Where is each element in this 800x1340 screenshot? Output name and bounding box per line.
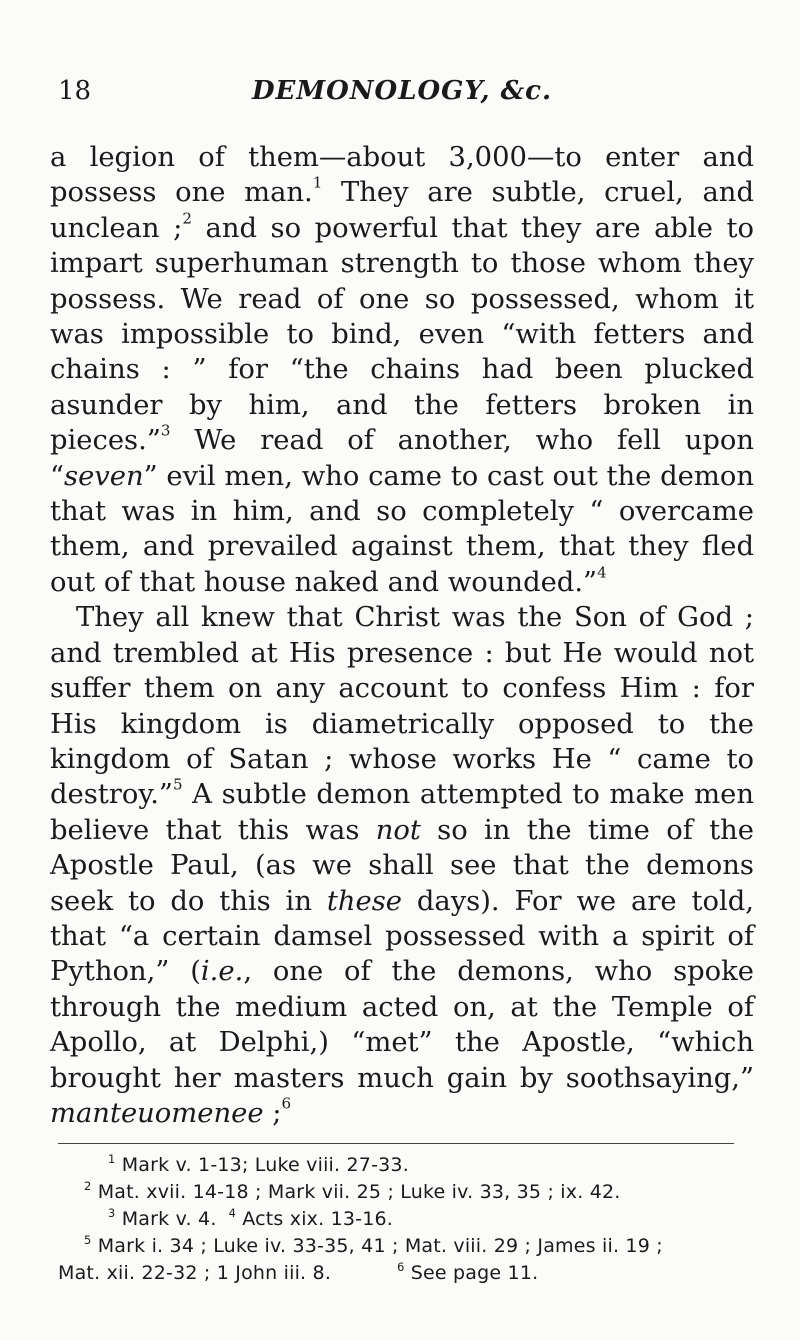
footnote-line-1 <box>50 1152 754 1179</box>
footnote-ref-6: 6 <box>281 1094 292 1113</box>
footnote-6: See page 11. <box>404 1262 539 1285</box>
paragraph-2 <box>50 600 754 1131</box>
footnote-2: Mat. xvii. 14-18 ; Mark vii. 25 ; Luke iv. 33, 35 ; ix. 42. <box>91 1181 621 1204</box>
footnote-mark-1: 1 <box>108 1152 116 1167</box>
running-title: DEMONOLOGY, &c. <box>251 76 552 106</box>
p1-text-3: and so powerful that they are able to impart superhuman strength to those whom they possess. We read of one so possessed, whom it was impossible to bind, even “with fetters and chains : ” for “the chains had been plucked asunder by him, and the fetters broken in pieces.” <box>50 212 754 457</box>
p2-text-1: They all knew that Christ was the Son of God ; and trembled at His presence : but He would not suffer them on any account to confess Him : for His kingdom is diametrically opposed to the kingdom of Satan ; whose works He “ came to destroy.” <box>50 602 754 811</box>
footnote-line-3-4 <box>50 1206 754 1233</box>
paragraph-1 <box>50 140 754 600</box>
footnote-rule <box>58 1143 734 1144</box>
footnote-line-2 <box>50 1179 754 1206</box>
p2-text-2: A subtle demon attempted to make men believe that this was <box>50 779 754 846</box>
p1-text-4: We read of another, who fell upon “ <box>50 425 754 492</box>
body-text <box>50 140 754 1131</box>
footnote-4: Acts xix. 13-16. <box>236 1208 394 1231</box>
emphasis-seven: seven <box>64 460 144 492</box>
footnote-line-5b-6 <box>50 1260 754 1287</box>
page-header <box>50 76 754 112</box>
p1-text-5: ” evil men, who came to cast out the demon that was in him, and so completely “ overcame them, and prevailed against them, that they fled out of that house naked and wounded.” <box>50 460 754 598</box>
greek-transliteration: manteuomenee <box>50 1097 264 1129</box>
footnote-1: Mark v. 1-13; Luke viii. 27-33. <box>115 1154 409 1177</box>
footnote-mark-4: 4 <box>228 1206 237 1221</box>
footnote-mark-2: 2 <box>84 1179 92 1194</box>
footnote-mark-3: 3 <box>108 1206 116 1221</box>
emphasis-not: not <box>375 814 421 846</box>
footnote-ref-1: 1 <box>312 173 323 192</box>
footnote-3: Mark v. 4. <box>115 1208 217 1231</box>
footnote-ref-5: 5 <box>172 775 183 794</box>
p2-text-6: ; <box>263 1097 282 1129</box>
p2-text-5: , one of the demons, who spoke through the medium acted on, at the Temple of Apollo, at Delphi,) “met” the Apostle, “which brought her masters much gain by soothsaying,” <box>50 956 754 1094</box>
footnotes <box>50 1152 754 1287</box>
footnote-5b: Mat. xii. 22-32 ; 1 John iii. 8. <box>58 1262 332 1285</box>
footnote-ref-4: 4 <box>597 563 607 582</box>
footnote-line-5 <box>50 1233 754 1260</box>
emphasis-ie: i.e. <box>200 956 244 988</box>
footnote-ref-3: 3 <box>160 421 171 440</box>
page-number: 18 <box>58 76 92 106</box>
footnote-mark-5: 5 <box>84 1233 92 1248</box>
p1-text-2: They are subtle, cruel, and unclean ; <box>50 177 754 244</box>
footnote-ref-2: 2 <box>182 209 192 228</box>
p2-text-3: so in the time of the Apostle Paul, (as we shall see that the demons seek to do this in <box>50 814 755 917</box>
footnote-mark-6: 6 <box>397 1260 405 1275</box>
footnote-5a: Mark i. 34 ; Luke iv. 33-35, 41 ; Mat. viii. 29 ; James ii. 19 ; <box>91 1235 663 1258</box>
emphasis-these: these <box>326 885 402 917</box>
book-page <box>50 76 754 1287</box>
p1-text-1: a legion of them—about 3,000—to enter and possess one man. <box>50 142 754 209</box>
p2-text-4: days). For we are told, that “a certain damsel possessed with a spirit of Python,” ( <box>50 885 755 988</box>
